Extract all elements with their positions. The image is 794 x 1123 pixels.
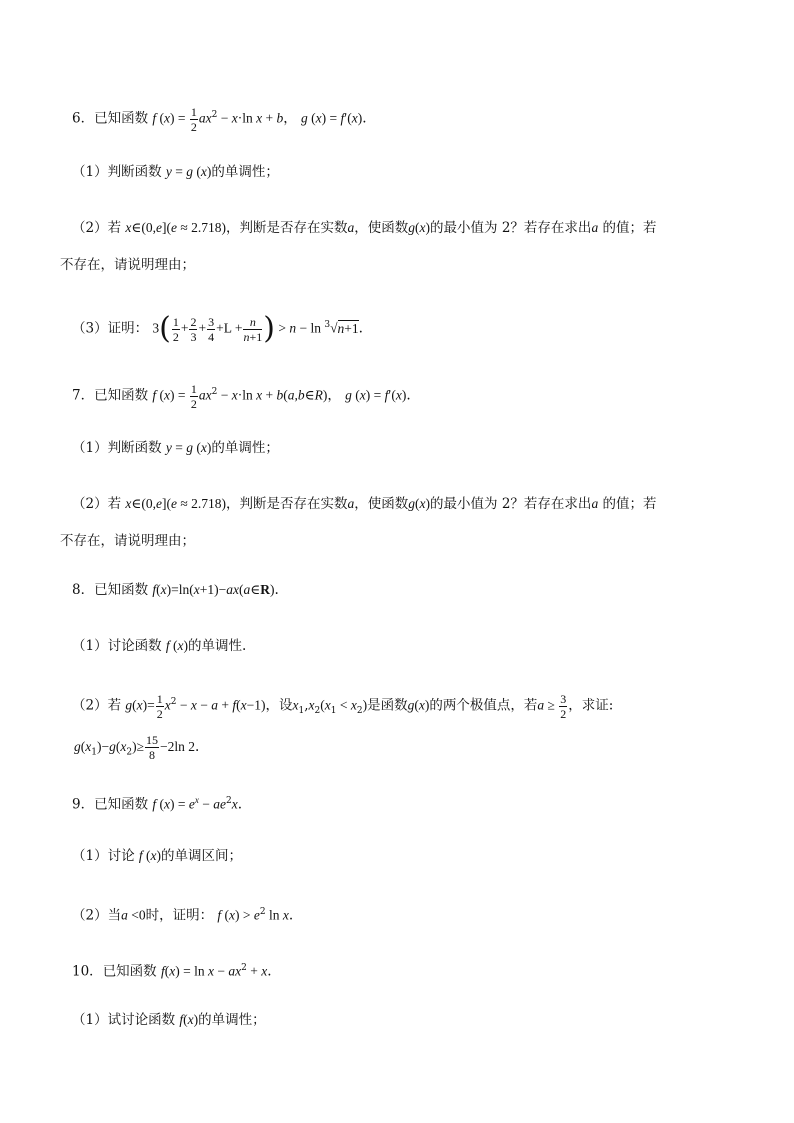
stem-prefix: 已知函数 (94, 110, 149, 127)
part-tail: 的单调性； (211, 440, 279, 456)
problem-7-part-2-cont: 不存在，请说明理由； (60, 533, 195, 549)
problem-7-part-2: （2）若 x∈(0,e](e ≈ 2.718)，判断是否存在实数a，使函数g(x)的最小值为 2？若存在求出a 的值；若 (72, 496, 657, 512)
part-tail: 的单调区间； (161, 848, 243, 864)
problem-number: 8． (72, 582, 95, 598)
part-text: 判断函数 (107, 440, 162, 456)
problem-number: 6． (72, 110, 95, 127)
problem-6-part-2: （2）若 x∈(0,e](e ≈ 2.718)，判断是否存在实数a，使函数g(x)的最小值为 2？若存在求出a 的值；若 (72, 220, 657, 236)
stem-prefix: 已知函数 (94, 796, 149, 813)
part-label: （1） (72, 164, 108, 180)
problem-6-part-1: （1）判断函数 y = g (x)的单调性； (72, 164, 279, 180)
problem-10-part-1: （1）试讨论函数 f(x)的单调性； (72, 1012, 266, 1028)
problem-9-part-2: （2）当a <0时，证明： f $(x) > e^2$ ln x. (72, 907, 294, 924)
part-text: 讨论 (107, 848, 135, 864)
problem-8-part-2-cont: $g(x_1)-g(x_2)\ge$ $\frac{15}{8}$ −2ln 2. (74, 733, 200, 762)
part-text: 讨论函数 (107, 638, 162, 654)
problem-8-stem: 8．已知函数 f(x)=ln(x+1)−ax(a∈R). (72, 582, 279, 598)
problem-7-part-1: （1）判断函数 y = g (x)的单调性； (72, 440, 279, 456)
problem-9-stem: 9．已知函数 f $(x) = e^x - ae^2x$. (72, 795, 243, 813)
stem-prefix: 已知函数 (102, 963, 157, 980)
stem-prefix: 已知函数 (94, 387, 149, 404)
part-label: （1） (72, 848, 108, 864)
part-tail: 的单调性； (211, 164, 279, 180)
problem-6-stem: 6．已知函数 f (x) = $\frac{1}{2}$ $ax^2 - x\cdot\ln$ x + b， g (x) = f′(x). (72, 104, 367, 134)
problem-9-part-1: （1）讨论 f (x)的单调区间； (72, 848, 243, 864)
problem-number: 9． (72, 796, 95, 813)
problem-8-part-2: （2）若 g(x)= $\frac{1}{2}$ $x^2 - x - a + f(x-1)$，设$x_1,x_2(x_1 < x_2)$是函数g(x)的两个极值点，若a ≥ $\frac{3}{2}$ ，求证: (72, 691, 614, 721)
part-tail: 的单调性； (198, 1012, 266, 1028)
part-label: （3） (72, 320, 108, 337)
part-label: （1） (72, 1012, 108, 1028)
part-label: （2） (72, 220, 108, 236)
problem-10-stem: 10．已知函数 $f(x) = \ln x - ax^2 + x$. (72, 963, 272, 980)
part-label: （2） (72, 496, 108, 512)
part-text: 试讨论函数 (107, 1012, 176, 1028)
problem-7-stem: 7．已知函数 f (x) = $\frac{1}{2}$ $ax^2 - x\cdot\ln$ x + b(a,b∈R)， g (x) = f′(x). (72, 381, 411, 411)
problem-8-part-1: （1）讨论函数 f (x)的单调性. (72, 638, 247, 654)
part-text: 判断函数 (107, 164, 162, 180)
problem-number: 7． (72, 387, 95, 404)
problem-6-part-2-cont: 不存在，请说明理由； (60, 257, 195, 273)
stem-prefix: 已知函数 (94, 582, 149, 598)
part-label: （2） (72, 697, 108, 714)
part-label: （2） (72, 907, 108, 924)
part-label: （1） (72, 440, 108, 456)
problem-6-part-3: （3）证明： 3( $\frac{1}{2}$ + $\frac{2}{3}$ + $\frac{3}{4}$ +L + $\frac{n}{n+1}$ ) > n − ln $^3$√n+1. (72, 311, 363, 346)
problem-number: 10． (72, 963, 103, 980)
part-tail: 的单调性. (188, 638, 247, 654)
part-label: （1） (72, 638, 108, 654)
